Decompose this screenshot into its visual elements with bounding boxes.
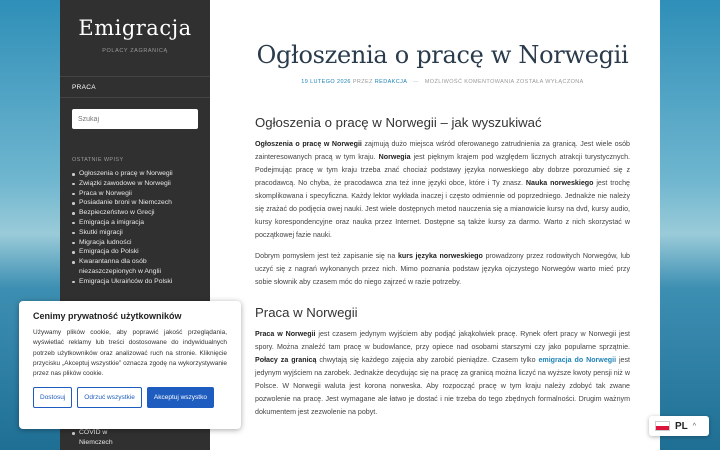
cookie-text: Używamy plików cookie, aby poprawić jakość przeglądania, wyświetlać reklamy lub treści dostosowane do indywidualnych potrzeb użytkowników oraz analizować ruch na stronie. Kliknięcie przycisku „Akceptuj wszystkie” oznacza zgodę na wykorzystywanie przez nas plików cookie. (33, 329, 227, 378)
post-title: Ogłoszenia o pracę w Norwegii (256, 41, 629, 69)
bold-text: Praca w Norwegii (255, 330, 316, 338)
text: zajmują dużo miejsca wśród oferowanego zatrudnienia za granicą. Jest wiele osób zainteresowanych pracą w tym kraju. (255, 140, 630, 161)
recent-posts-list (72, 169, 202, 287)
text: jest czasem jedynym wyjściem aby podjąć jakąkolwiek pracę. Rynek ofert pracy w Norwegii jest spory. Można znaleźć tam pracę w budowlance, przy opiece nad osobami starszymi czy jako popularne sprzątnie. (255, 330, 630, 351)
recent-post-link[interactable]: Bezpieczeństwo w Grecji (72, 208, 202, 218)
paragraph (255, 328, 630, 419)
language-code: PL (675, 420, 688, 432)
recent-posts-title: OSTATNIE WPISY (72, 157, 124, 163)
nav-menu (60, 76, 210, 98)
language-switcher[interactable] (649, 416, 709, 436)
recent-post-link[interactable]: Posiadanie broni w Niemczech (72, 198, 202, 208)
recent-post-link[interactable]: Emigracja a imigracja (72, 218, 202, 228)
bold-text: Norwegia (378, 153, 411, 161)
emigration-link[interactable]: emigracja do Norwegii (538, 356, 617, 364)
customize-button[interactable]: Dostosuj (33, 387, 72, 408)
cookie-buttons (33, 387, 227, 408)
comments-status: MOŻLIWOŚĆ KOMENTOWANIA ZOSTAŁA WYŁĄCZONA (424, 79, 584, 85)
poland-flag-icon (655, 421, 670, 431)
post-meta (255, 79, 630, 85)
text: prowadzony przez rodowitych Norwegów, lub uczyć się z nagrań wykonanych przez nich. Mimo poznania podstaw języka ojczystego Norwegów warto mieć przy sobie słownik aby czasem móc do niego zajrzeć w razie potrzeby. (255, 252, 630, 286)
paragraph (255, 250, 630, 289)
recent-post-link[interactable]: Ogłoszenia o pracę w Norwegii (72, 169, 202, 179)
nav-item-praca[interactable]: PRACA (72, 83, 96, 91)
text: jest trochę skomplikowana i specyficzna. Każdy lektor wykłada inaczej i często odmiennie od poprzedniego. Jednakże nie należy się zrażać do podjęcia owej nauki. Jest wiele dostępnych metod nauczenia się a mianowicie kursy na dvd, kursy audio, kursy korespondencyjne oraz nauka przez Internet. Dostępne są także kursy za darmo. Warto z nich skorzystać w początkowej fazie nauki. (255, 179, 630, 239)
text: jest jedynym wyjściem na zarobek. Jednakże decydując się na pracę za granicą można liczyć na wyższe kwoty pensji niż w Polsce. W Norwegii waluta jest korona norweska. Aby rozpocząć pracę w tym kraju należy zdobyć tak zwane pozwolenie na pracę. Jest wymagane ale łatwo je dostać i nie trzeba do tego zbędnych formalności. Drugim ważnym dokumentem jest zezwolenie na pobyt. (255, 356, 631, 416)
meta-separator: — (412, 79, 419, 85)
bold-text: Połacy za granicą (255, 356, 317, 364)
accept-all-button[interactable]: Akceptuj wszystko (147, 387, 214, 408)
section-heading: Ogłoszenia o pracę w Norwegii – jak wyszukiwać (255, 115, 542, 130)
text: Dobrym pomysłem jest też zapisanie się na (255, 252, 398, 260)
text: chwytają się każdego zajęcia aby zarobić pieniądze. Czasem tylko (316, 356, 539, 364)
post-date[interactable]: 19 LUTEGO 2026 (301, 79, 351, 85)
recent-post-link[interactable]: Emigracja Ukraińców do Polski (72, 277, 202, 287)
recent-post-link[interactable]: COVID w Niemczech (72, 428, 113, 448)
recent-post-link[interactable]: Kwarantanna dla osób niezaszczepionych w Anglii (72, 257, 202, 277)
post-by: PRZEZ (352, 79, 373, 85)
search-input[interactable] (78, 116, 198, 123)
recent-post-link[interactable]: Związki zawodowe w Norwegii (72, 179, 202, 189)
search-box (72, 109, 198, 129)
chevron-up-icon: ^ (692, 422, 697, 430)
main-content (210, 0, 660, 450)
bold-text: Nauka norweskiego (525, 179, 594, 187)
recent-post-link[interactable]: Skutki migracji (72, 228, 202, 238)
bold-text: kurs języka norweskiego (397, 252, 483, 260)
section-heading: Praca w Norwegii (255, 305, 358, 320)
paragraph (255, 138, 630, 242)
post-author[interactable]: REDAKCJA (374, 79, 408, 85)
reject-all-button[interactable]: Odrzuć wszystkie (77, 387, 142, 408)
recent-post-link[interactable]: Emigracja do Polski (72, 247, 202, 257)
site-description: POLACY ZAGRANICĄ (102, 48, 168, 54)
recent-post-link[interactable]: Praca w Norwegii (72, 189, 202, 199)
recent-post-link[interactable]: Migracja ludności (72, 238, 202, 248)
site-title[interactable]: Emigracja (78, 16, 192, 40)
text: jest pięknym krajem pod względem licznych atrakcji turystycznych. Podejmując pracę w tym kraju trzeba znać chociaż podstawy języka norweskiego aby dobrze porozumieć się z pracodawcą. No chyba, że pracodawca zna też inne języki obce, które i Ty znasz. (255, 153, 630, 187)
cookie-banner (19, 301, 241, 429)
cookie-title: Cenimy prywatność użytkowników (33, 311, 182, 321)
bold-text: Ogłoszenia o pracę w Norwegii (255, 140, 362, 148)
